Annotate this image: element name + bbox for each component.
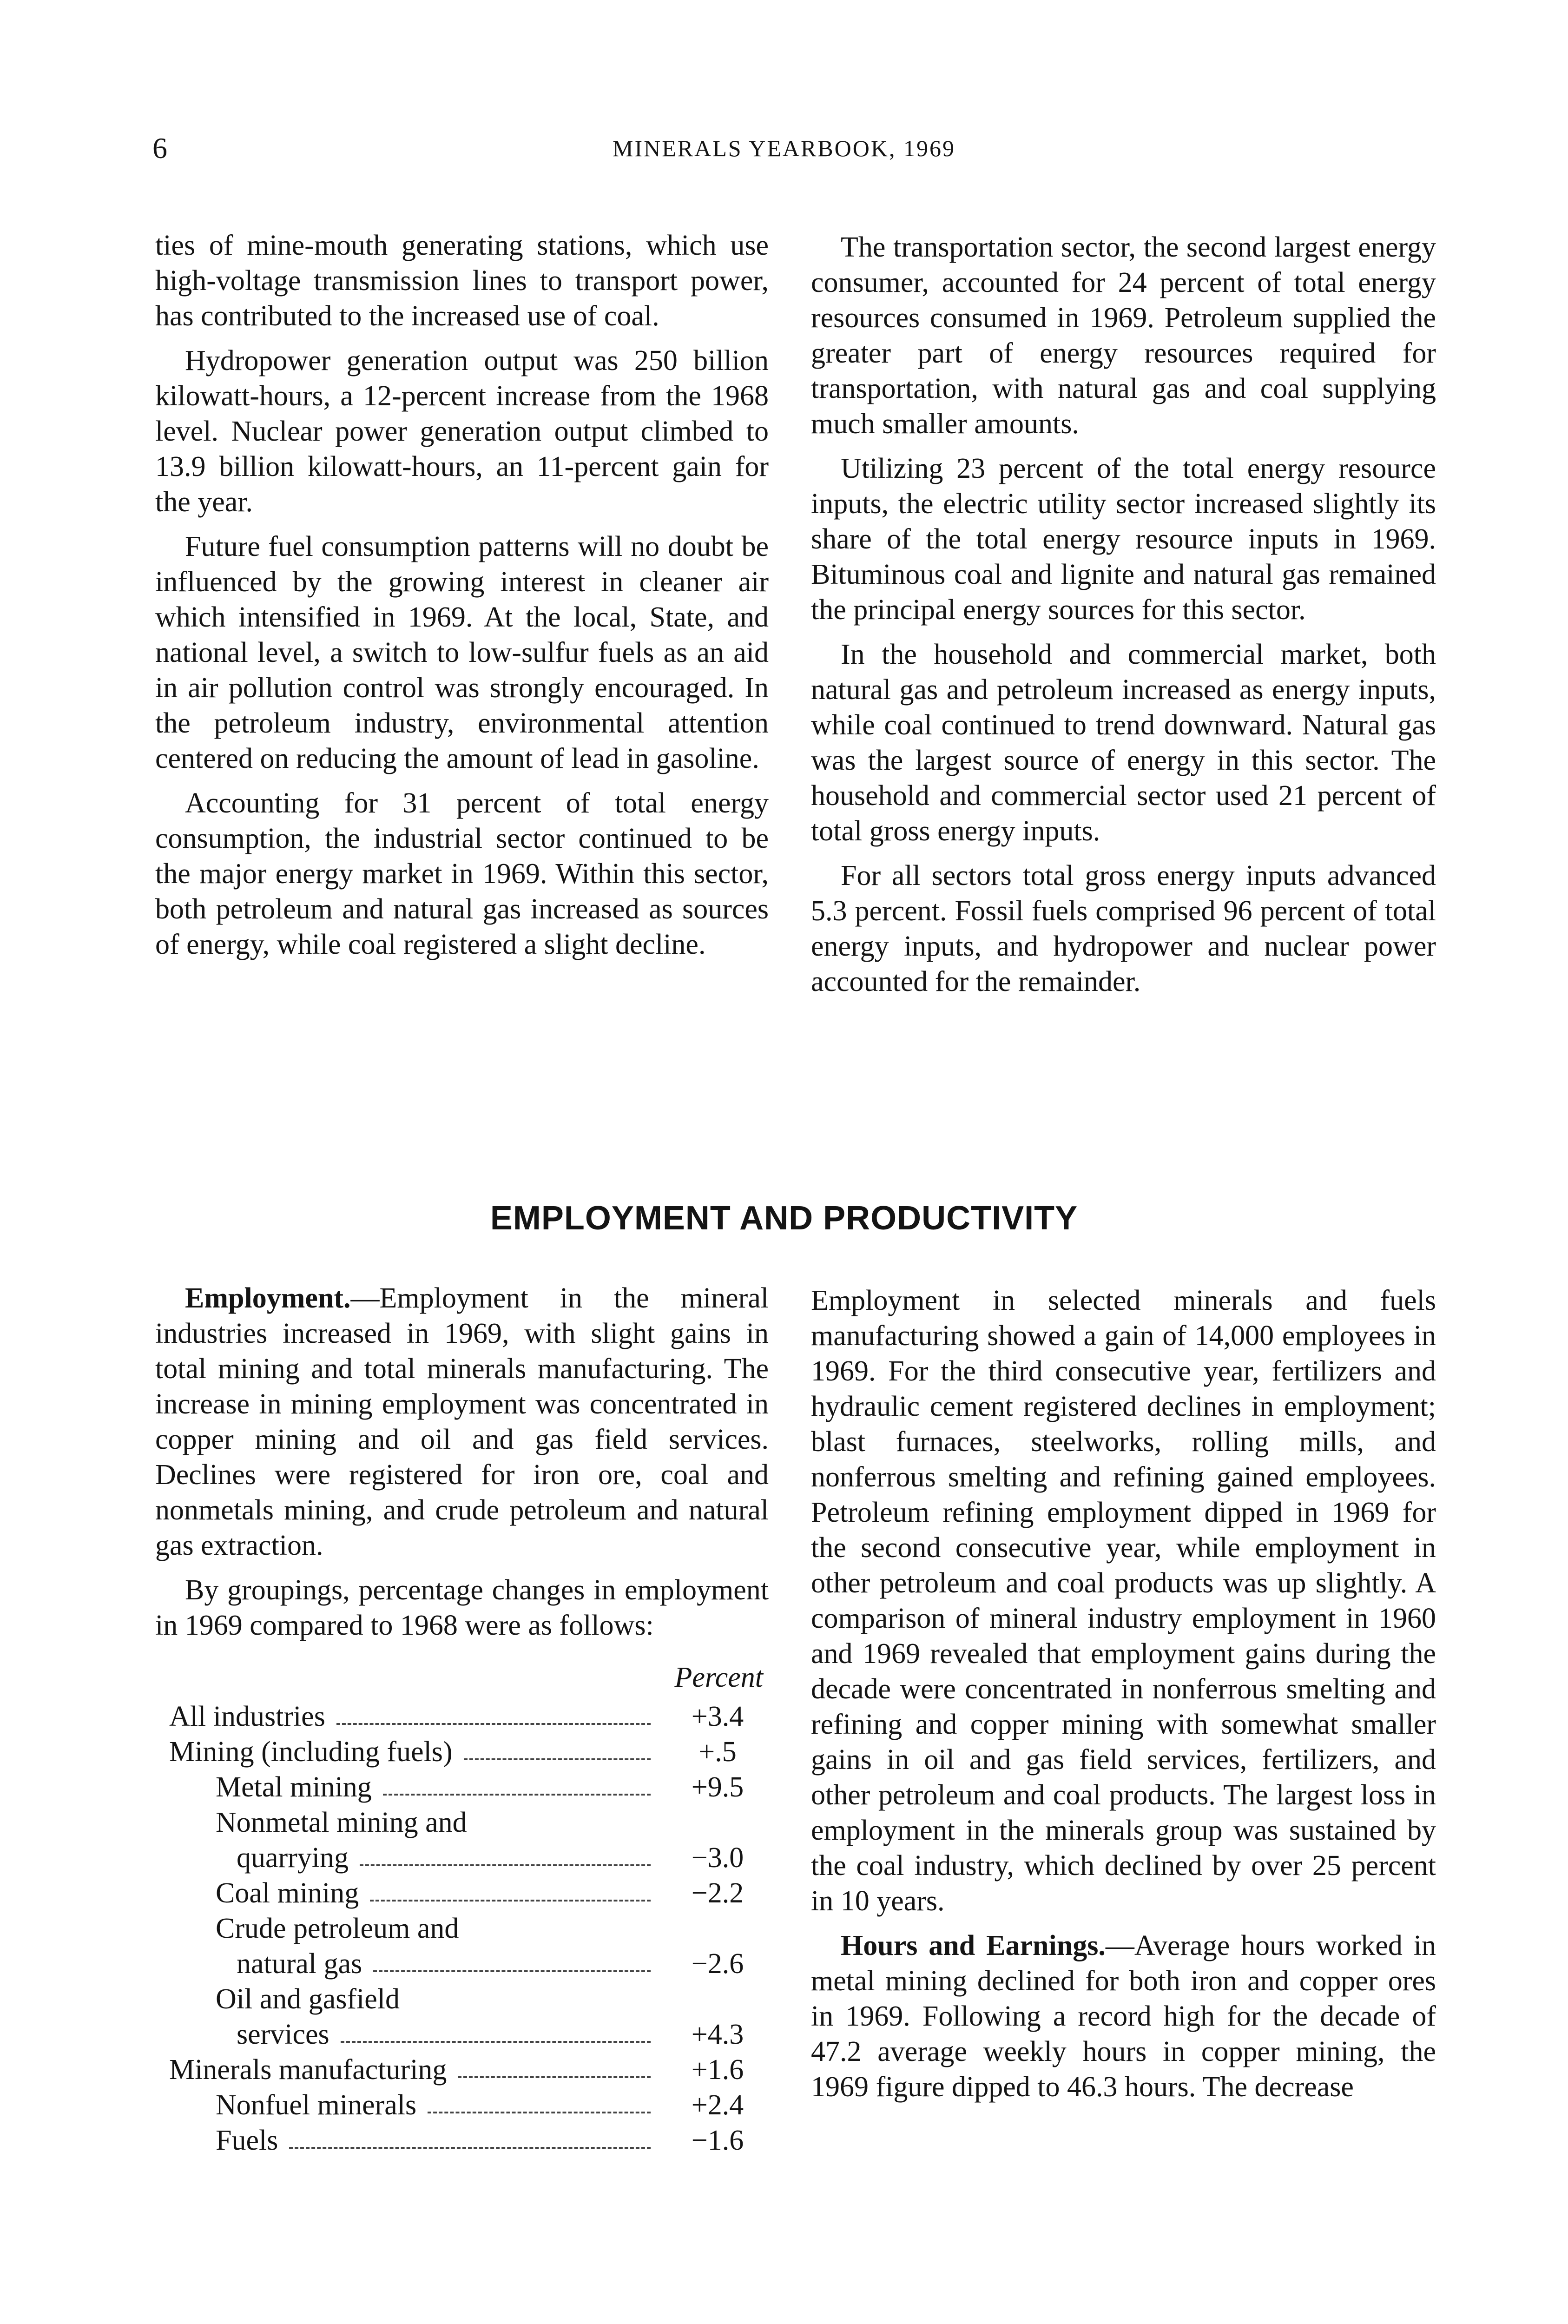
paragraph: ties of mine-mouth generating stations, which use high-voltage transmission lines to transport power, has contributed to the increased use of coal. xyxy=(155,230,769,332)
row-label: Coal mining xyxy=(216,1877,359,1909)
row-label: Nonfuel minerals xyxy=(216,2089,417,2121)
table-row xyxy=(155,2052,769,2087)
row-label: All industries xyxy=(169,1701,325,1732)
paragraph: Utilizing 23 percent of the total energy resource inputs, the electric utility sector increased slightly its share of the total energy resource inputs in 1969. Bituminous coal and lignite and natural gas remained the principal energy sources for this sector. xyxy=(811,453,1436,626)
dot-leader xyxy=(373,1970,651,1972)
dot-leader xyxy=(383,1794,651,1796)
employment-change-table xyxy=(155,1660,769,2158)
running-title: MINERALS YEARBOOK, 1969 xyxy=(613,135,955,161)
paragraph: For all sectors total gross energy inputs advanced 5.3 percent. Fossil fuels comprised 96 percent of total energy inputs, and hydropower and nuclear power accounted for the remainder. xyxy=(811,860,1436,997)
employment-runin-heading: Employment. xyxy=(185,1282,351,1314)
table-row-label-line xyxy=(155,1805,769,1840)
table-row-label-line xyxy=(155,1981,769,2017)
top-left-column xyxy=(155,228,769,971)
row-value: −1.6 xyxy=(691,2125,744,2156)
dot-leader xyxy=(360,1864,651,1866)
hours-runin-heading: Hours and Earnings. xyxy=(841,1930,1106,1961)
row-label: Mining (including fuels) xyxy=(169,1736,453,1768)
row-label-line2: quarrying xyxy=(237,1842,349,1874)
paragraph: Future fuel consumption patterns will no doubt be influenced by the growing interest in cleaner air which intensified in 1969. At the local, State, and national level, a switch to low-sulfur fuels as an aid in air pollution control was strongly encouraged. In the petroleum industry, environmental attention centered on reducing the amount of lead in gasoline. xyxy=(155,531,769,774)
dot-leader xyxy=(336,1723,651,1725)
row-value: +2.4 xyxy=(691,2089,744,2121)
dot-leader xyxy=(289,2147,651,2149)
row-value: +9.5 xyxy=(691,1771,744,1803)
dot-leader xyxy=(458,2076,651,2078)
section-heading: EMPLOYMENT AND PRODUCTIVITY xyxy=(490,1200,1078,1237)
table-row xyxy=(155,1875,769,1911)
row-label-line1: Oil and gasfield xyxy=(216,1983,400,2015)
page-number: 6 xyxy=(152,132,167,165)
paragraph: Employment in selected minerals and fuels manufacturing showed a gain of 14,000 employees in 1969. For the third consecutive year, fertilizers and hydraulic cement registered declines in employment; blast furnaces, steelworks, rolling mills, and nonferrous smelting and refining gained employees. Petroleum refining employment dipped in 1969 for the second consecutive year, while employment in other petroleum and coal products was up slightly. A comparison of mineral industry employment in 1960 and 1969 revealed that employment gains during the decade were concentrated in nonferrous smelting and refining and copper mining with somewhat smaller gains in oil and gas field services, fertilizers, and other petroleum and coal products. The largest loss in employment in the minerals group was sustained by the coal industry, which declined by over 25 percent in 10 years. xyxy=(811,1285,1436,1917)
paragraph: Hydropower generation output was 250 billion kilowatt-hours, a 12-percent increase from the 1968 level. Nuclear power generation output climbed to 13.9 billion kilowatt-hours, an 11-percent gain for the year. xyxy=(155,345,769,518)
dot-leader xyxy=(341,2041,651,2043)
row-value: +4.3 xyxy=(691,2019,744,2050)
dot-leader xyxy=(370,1900,651,1901)
bottom-left-column xyxy=(155,1281,769,2158)
dot-leader xyxy=(428,2112,651,2113)
row-label: Minerals manufacturing xyxy=(169,2054,447,2086)
table-row xyxy=(155,1734,769,1769)
table-row-label-line xyxy=(155,1911,769,1946)
table-row xyxy=(155,1946,769,1981)
row-value: +3.4 xyxy=(691,1701,744,1732)
table-row xyxy=(155,2087,769,2123)
row-label-line1: Crude petroleum and xyxy=(216,1913,459,1944)
table-row xyxy=(155,2017,769,2052)
row-label: Fuels xyxy=(216,2125,278,2156)
row-label-line1: Nonmetal mining and xyxy=(216,1807,467,1838)
hours-text: —Average hours worked in metal mining declined for both iron and copper ores in 1969. Following a record high for the decade of 47.2 average weekly hours in copper mining, the 1969 figure dipped to 46.3 hours. The decrease xyxy=(811,1930,1436,2103)
hours-earnings-paragraph xyxy=(811,1928,1436,2105)
paragraph: Accounting for 31 percent of total energy consumption, the industrial sector continued to be the major energy market in 1969. Within this sector, both petroleum and natural gas increased as sources of energy, while coal registered a slight decline. xyxy=(155,787,769,960)
table-row xyxy=(155,1840,769,1875)
row-label: Metal mining xyxy=(216,1771,372,1803)
row-value: −2.2 xyxy=(691,1877,744,1909)
row-value: +.5 xyxy=(698,1736,737,1768)
paragraph: The transportation sector, the second largest energy consumer, accounted for 24 percent of total energy resources consumed in 1969. Petroleum supplied the greater part of energy resources required for transportation, with natural gas and coal supplying much smaller amounts. xyxy=(811,231,1436,440)
bottom-right-column xyxy=(811,1283,1436,2114)
table-column-header: Percent xyxy=(674,1662,763,1693)
table-row xyxy=(155,1769,769,1805)
paragraph: In the household and commercial market, both natural gas and petroleum increased as energy inputs, while coal continued to trend downward. Natural gas was the largest source of energy in this sector. The household and commercial sector used 21 percent of total gross energy inputs. xyxy=(811,639,1436,847)
row-value: −3.0 xyxy=(691,1842,744,1874)
employment-paragraph xyxy=(155,1281,769,1563)
table-row xyxy=(155,2123,769,2158)
employment-text: —Employment in the mineral industries increased in 1969, with slight gains in total mining and total minerals manufacturing. The increase in mining employment was concentrated in copper mining and oil and gas field services. Declines were registered for iron ore, coal and nonmetals mining, and crude petroleum and natural gas extraction. xyxy=(155,1282,769,1561)
top-right-column xyxy=(811,230,1436,1009)
row-value: +1.6 xyxy=(691,2054,744,2086)
row-label-line2: services xyxy=(237,2019,329,2050)
table-row xyxy=(155,1699,769,1734)
row-value: −2.6 xyxy=(691,1948,744,1980)
groupings-intro: By groupings, percentage changes in employment in 1969 compared to 1968 were as follows: xyxy=(155,1574,769,1641)
dot-leader xyxy=(464,1758,651,1760)
row-label-line2: natural gas xyxy=(237,1948,362,1980)
